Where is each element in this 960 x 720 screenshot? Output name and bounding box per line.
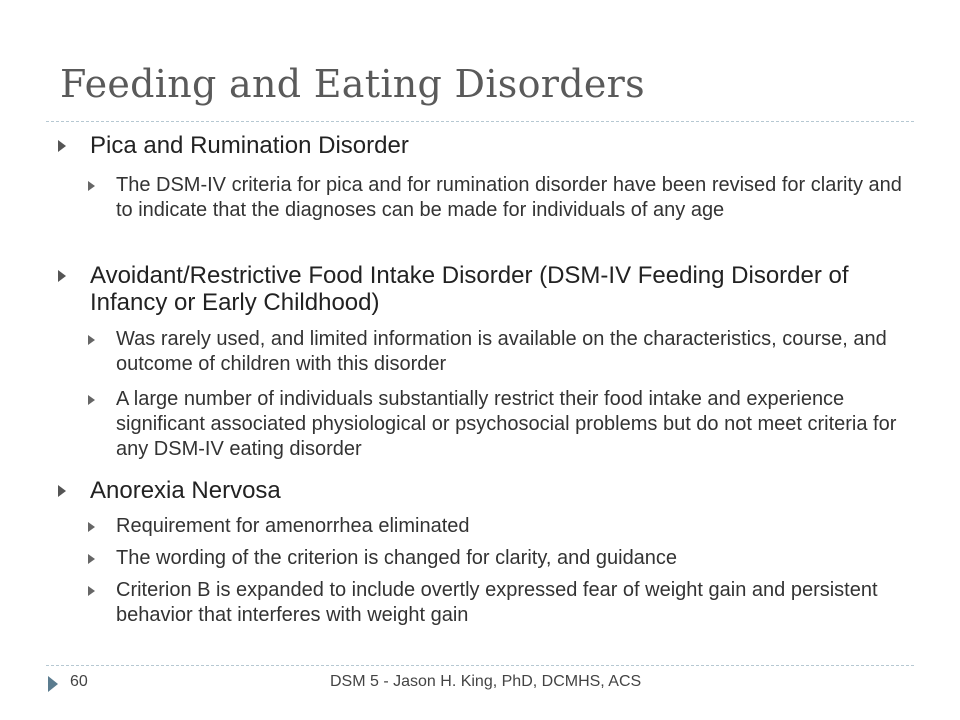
bullet-item [58, 477, 918, 504]
bullet-arrow-icon [58, 485, 66, 497]
footer-credit: DSM 5 - Jason H. King, PhD, DCMHS, ACS [330, 673, 642, 690]
sub-bullet-arrow-icon [88, 554, 95, 564]
footer-triangle-icon [48, 676, 58, 692]
bullet-arrow-icon [58, 270, 66, 282]
sub-bullet-text: The wording of the criterion is changed for clarity, and guidance [116, 547, 678, 569]
bullet-text: Anorexia Nervosa [90, 477, 281, 504]
bullet-text: Avoidant/Restrictive Food Intake Disorder (DSM-IV Feeding Disorder of Infancy or Early Childhood) [90, 262, 849, 316]
sub-bullet-item [88, 514, 910, 539]
sub-bullet-text: A large number of individuals substantially restrict their food intake and experience significant associated physiological or psychosocial problems but do not meet criteria for any DSM-IV eating disorder [116, 388, 897, 460]
bullet-text: Pica and Rumination Disorder [90, 132, 409, 159]
sub-bullet-arrow-icon [88, 522, 95, 532]
footer-divider [46, 665, 914, 666]
sub-bullet-item [88, 578, 910, 628]
bullet-item [58, 132, 918, 159]
bullet-arrow-icon [58, 140, 66, 152]
sub-bullet-text: Requirement for amenorrhea eliminated [116, 515, 470, 537]
bullet-item [58, 262, 918, 316]
sub-bullet-arrow-icon [88, 335, 95, 345]
title-divider [46, 121, 914, 122]
sub-bullet-item [88, 546, 910, 571]
sub-bullet-item [88, 387, 910, 462]
sub-bullet-item [88, 173, 910, 223]
slide-title: Feeding and Eating Disorders [60, 62, 645, 106]
page-number: 60 [70, 673, 88, 690]
sub-bullet-text: Was rarely used, and limited information is available on the characteristics, course, and outcome of children with this disorder [116, 328, 887, 375]
sub-bullet-text: The DSM-IV criteria for pica and for rumination disorder have been revised for clarity and to indicate that the diagnoses can be made for individuals of any age [116, 174, 902, 221]
sub-bullet-arrow-icon [88, 181, 95, 191]
sub-bullet-arrow-icon [88, 586, 95, 596]
sub-bullet-item [88, 327, 910, 377]
sub-bullet-arrow-icon [88, 395, 95, 405]
sub-bullet-text: Criterion B is expanded to include overtly expressed fear of weight gain and persistent behavior that interferes with weight gain [116, 579, 878, 626]
